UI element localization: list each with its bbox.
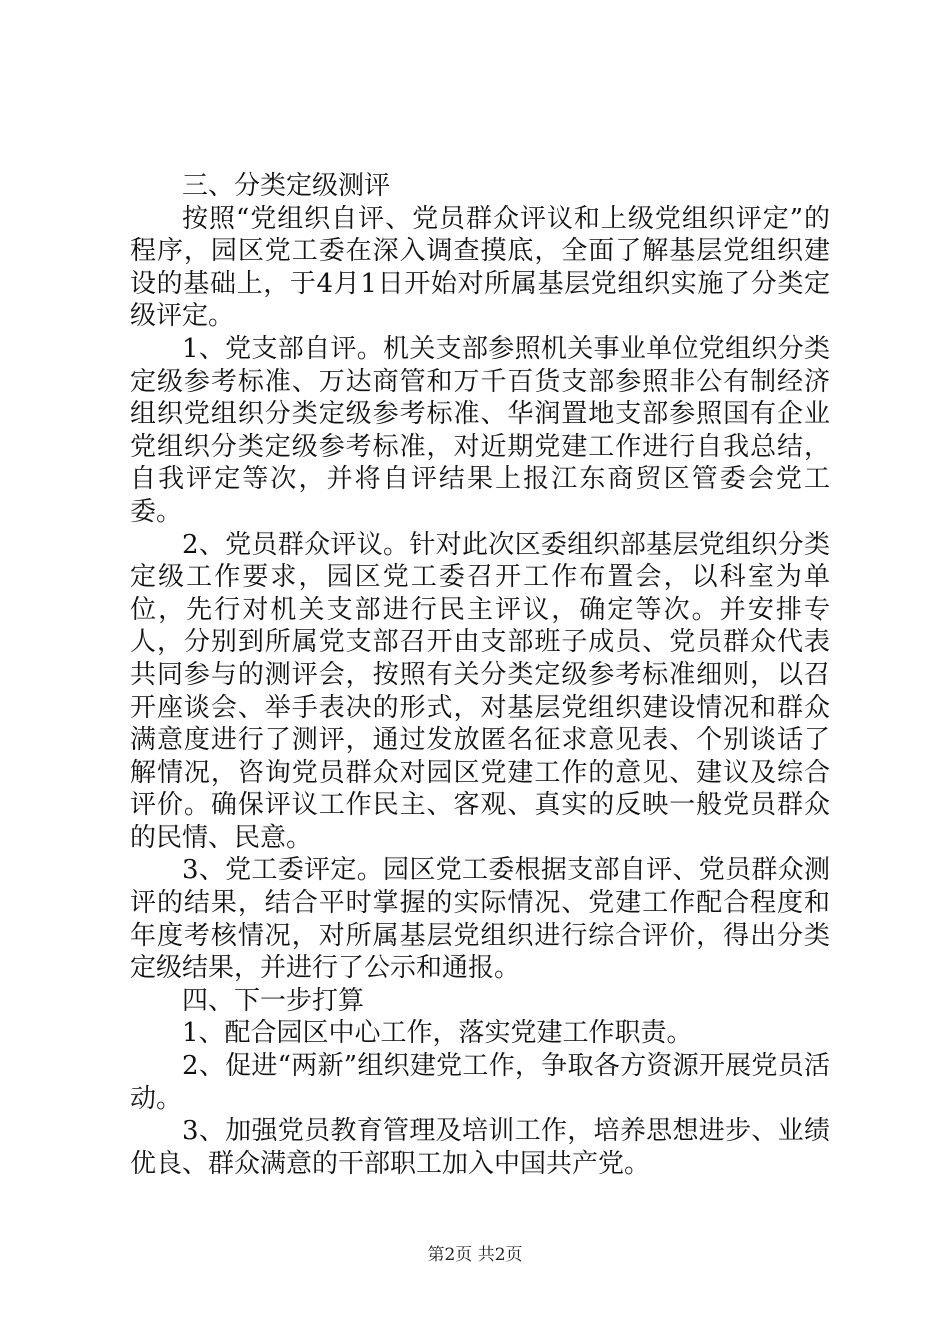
section-heading-three: 三、分类定级测评 bbox=[182, 171, 391, 201]
list-item-3: 3、加强党员教育管理及培训工作，培养思想进步、业绩优良、群众满意的干部职工加入中国共产党。 bbox=[130, 1116, 830, 1179]
list-item-1: 1、配合园区中心工作，落实党建工作职责。 bbox=[182, 1018, 693, 1049]
section-heading-four: 四、下一步打算 bbox=[182, 985, 365, 1016]
list-item-2: 2、促进“两新”组织建党工作，争取各方资源开展党员活动。 bbox=[130, 1051, 830, 1114]
paragraph-member-review: 2、党员群众评议。针对此次区委组织部基层党组织分类定级工作要求，园区党工委召开工作布置会，以科室为单位，先行对机关支部进行民主评议，确定等次。并安排专人，分别到所属党支部召开由支部班子成员、党员群众代表共同参与的测评会，按照有关分类定级参考标准细则，以召开座谈会、举手表决的形式，对基层党组织建设情况和群众满意度进行了测评，通过发放匿名征求意见表、个别谈话了解情况，咨询党员群众对园区党建工作的意见、建议及综合评价。确保评议工作民主、客观、真实的反映一般党员群众的民情、民意。 bbox=[130, 529, 830, 853]
page-footer: 第2页 共2页 bbox=[427, 1245, 523, 1265]
paragraph-committee-rating: 3、党工委评定。园区党工委根据支部自评、党员群众测评的结果，结合平时掌握的实际情况、党建工作配合程度和年度考核情况，对所属基层党组织进行综合评价，得出分类定级结果，并进行了公示和通报。 bbox=[130, 855, 830, 984]
document-body bbox=[130, 170, 830, 1180]
paragraph-branch-self-evaluation: 1、党支部自评。机关支部参照机关事业单位党组织分类定级参考标准、万达商管和万千百货支部参照非公有制经济组织党组织分类定级参考标准、华润置地支部参照国有企业党组织分类定级参考标准，对近期党建工作进行自我总结，自我评定等次，并将自评结果上报江东商贸区管委会党工委。 bbox=[130, 333, 830, 527]
paragraph-procedure: 按照“党组织自评、党员群众评议和上级党组织评定”的程序，园区党工委在深入调查摸底，全面了解基层党组织建设的基础上，于4月1日开始对所属基层党组织实施了分类定级评定。 bbox=[130, 203, 830, 332]
